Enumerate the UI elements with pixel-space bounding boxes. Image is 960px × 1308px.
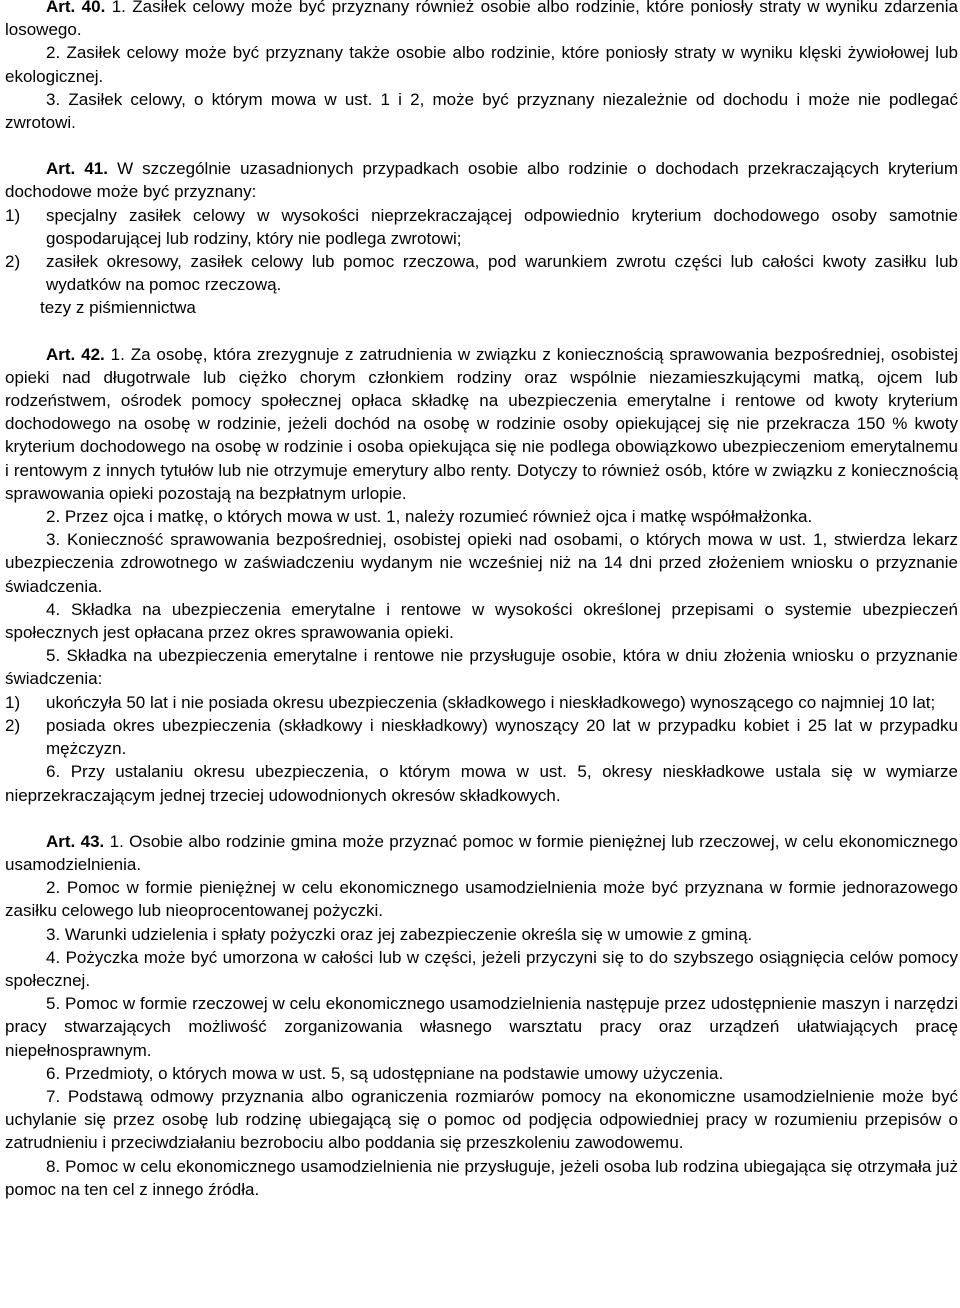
article-42-list-item (5, 691, 958, 714)
list-item-number: 2) (5, 252, 21, 272)
article-42-label: Art. 42. (46, 344, 105, 364)
article-40-text-1: 1. Zasiłek celowy może być przyznany również osobie albo rodzinie, które poniosły straty w wyniku zdarzenia losowego. (5, 0, 958, 40)
list-item-number: 1) (5, 205, 21, 225)
article-42-text-1: 1. Za osobę, która zrezygnuje z zatrudnienia w związku z koniecznością sprawowania bezpośredniej, osobistej opieki nad długotrwale lub ciężko chorym członkiem rodziny oraz wspólnie niezamieszkującymi matką, ojcem lub rodzeństwem, ośrodek pomocy społecznej opłaca składkę na ubezpieczenia emerytalne i rentowe od kwoty kryterium dochodowego na osobę w rodzinie, jeżeli dochód na osobę w rodzinie osoby opiekującej się nie przekracza 150 % kwoty kryterium dochodowego na osobę w rodzinie i osoba opiekująca się nie podlega obowiązkowo ubezpieczeniom emerytalnemu i rentowym z innych tytułów lub nie otrzymuje emerytury albo renty. Dotyczy to również osób, które w związku z koniecznością sprawowania opieki pozostają na bezpłatnym urlopie. (5, 344, 958, 503)
article-41-intro (5, 157, 958, 203)
article-43-paragraph-3: 3. Warunki udzielenia i spłaty pożyczki oraz jej zabezpieczenie określa się w umowie z gminą. (46, 924, 753, 944)
article-42-paragraph-3: 3. Konieczność sprawowania bezpośredniej, osobistej opieki nad osobami, o których mowa w ust. 1, stwierdza lekarz ubezpieczenia zdrowotnego w zaświadczeniu wydanym nie wcześniej niż na 14 dni przed złożeniem wniosku o przyznanie świadczenia. (5, 530, 958, 596)
list-item-number: 1) (5, 692, 21, 712)
article-43 (5, 830, 958, 1201)
article-41-list-item (5, 204, 958, 250)
article-43-paragraph-8: 8. Pomoc w celu ekonomicznego usamodzielnienia nie przysługuje, jeżeli osoba lub rodzina ubiegająca się otrzymała już pomoc na ten cel z innego źródła. (5, 1156, 958, 1199)
article-41-list-item (5, 250, 958, 296)
article-42-paragraph-2: 2. Przez ojca i matkę, o których mowa w ust. 1, należy rozumieć również ojca i matkę współmałżonka. (46, 507, 813, 527)
article-42-paragraph-5: 5. Składka na ubezpieczenia emerytalne i rentowe nie przysługuje osobie, która w dniu złożenia wniosku o przyznanie świadczenia: (5, 646, 958, 689)
article-40-paragraph-1 (5, 0, 958, 41)
article-43-paragraph-6: 6. Przedmioty, o których mowa w ust. 5, są udostępniane na podstawie umowy użyczenia. (46, 1063, 724, 1083)
list-item-text: posiada okres ubezpieczenia (składkowy i nieskładkowy) wynoszący 20 lat w przypadku kobiet i 25 lat w przypadku mężczyzn. (46, 715, 958, 759)
literature-theses-note: tezy z piśmiennictwa (40, 298, 196, 318)
article-41 (5, 157, 958, 319)
article-43-paragraph-1 (5, 830, 958, 876)
article-40-label: Art. 40. (46, 0, 106, 16)
article-43-text-1: 1. Osobie albo rodzinie gmina może przyznać pomoc w formie pieniężnej lub rzeczowej, w celu ekonomicznego usamodzielnienia. (5, 831, 958, 874)
article-43-paragraph-7: 7. Podstawą odmowy przyznania albo ograniczenia rozmiarów pomocy na ekonomiczne usamodzielnienie może być uchylanie się przez osobę lub rodzinę ubiegającą się o pomoc od podjęcia odpowiedniej pracy w rozumieniu przepisów o zatrudnieniu i przeciwdziałaniu bezrobociu albo poddania się przeszkoleniu zawodowemu. (5, 1086, 958, 1153)
article-42-paragraph-1 (5, 343, 958, 505)
article-43-paragraph-4: 4. Pożyczka może być umorzona w całości lub w części, jeżeli przyczyni się to do szybszego osiągnięcia celów pomocy społecznej. (5, 947, 958, 990)
list-item-text: zasiłek okresowy, zasiłek celowy lub pomoc rzeczowa, pod warunkiem zwrotu części lub całości kwoty zasiłku lub wydatków na pomoc rzeczową. (46, 252, 958, 295)
article-42-paragraph-6: 6. Przy ustalaniu okresu ubezpieczenia, o którym mowa w ust. 5, okresy nieskładkowe ustala się w wymiarze nieprzekraczającym jednej trzeciej udowodnionych okresów składkowych. (5, 762, 958, 805)
article-41-label: Art. 41. (46, 159, 108, 179)
article-42-paragraph-4: 4. Składka na ubezpieczenia emerytalne i rentowe w wysokości określonej przepisami o systemie ubezpieczeń społecznych jest opłacana przez okres sprawowania opieki. (5, 599, 958, 643)
article-41-intro-text: W szczególnie uzasadnionych przypadkach osobie albo rodzinie o dochodach przekraczających kryterium dochodowe może być przyznany: (5, 159, 959, 202)
article-42 (5, 343, 958, 807)
list-item-number: 2) (5, 715, 21, 735)
article-43-paragraph-2: 2. Pomoc w formie pieniężnej w celu ekonomicznego usamodzielnienia może być przyznana w formie jednorazowego zasiłku celowego lub nieoprocentowanej pożyczki. (5, 878, 958, 921)
article-42-list-item (5, 714, 958, 760)
article-40-paragraph-2: 2. Zasiłek celowy może być przyznany także osobie albo rodzinie, które poniosły straty w wyniku klęski żywiołowej lub ekologicznej. (5, 43, 958, 86)
article-43-paragraph-5: 5. Pomoc w formie rzeczowej w celu ekonomicznego usamodzielnienia następuje przez udostępnienie maszyn i narzędzi pracy stwarzających możliwość zorganizowania własnego warsztatu pracy oraz urządzeń ułatwiających pracę niepełnosprawnym. (5, 994, 958, 1060)
article-43-label: Art. 43. (46, 831, 105, 851)
list-item-text: specjalny zasiłek celowy w wysokości nieprzekraczającej odpowiednio kryterium dochodowego osoby samotnie gospodarującej lub rodziny, który nie podlega zwrotowi; (46, 205, 958, 248)
list-item-text: ukończyła 50 lat i nie posiada okresu ubezpieczenia (składkowego i nieskładkowego) wynoszącego co najmniej 10 lat; (46, 692, 936, 712)
article-40 (5, 0, 958, 134)
article-40-paragraph-3: 3. Zasiłek celowy, o którym mowa w ust. 1 i 2, może być przyznany niezależnie od dochodu i może nie podlegać zwrotowi. (5, 89, 958, 133)
